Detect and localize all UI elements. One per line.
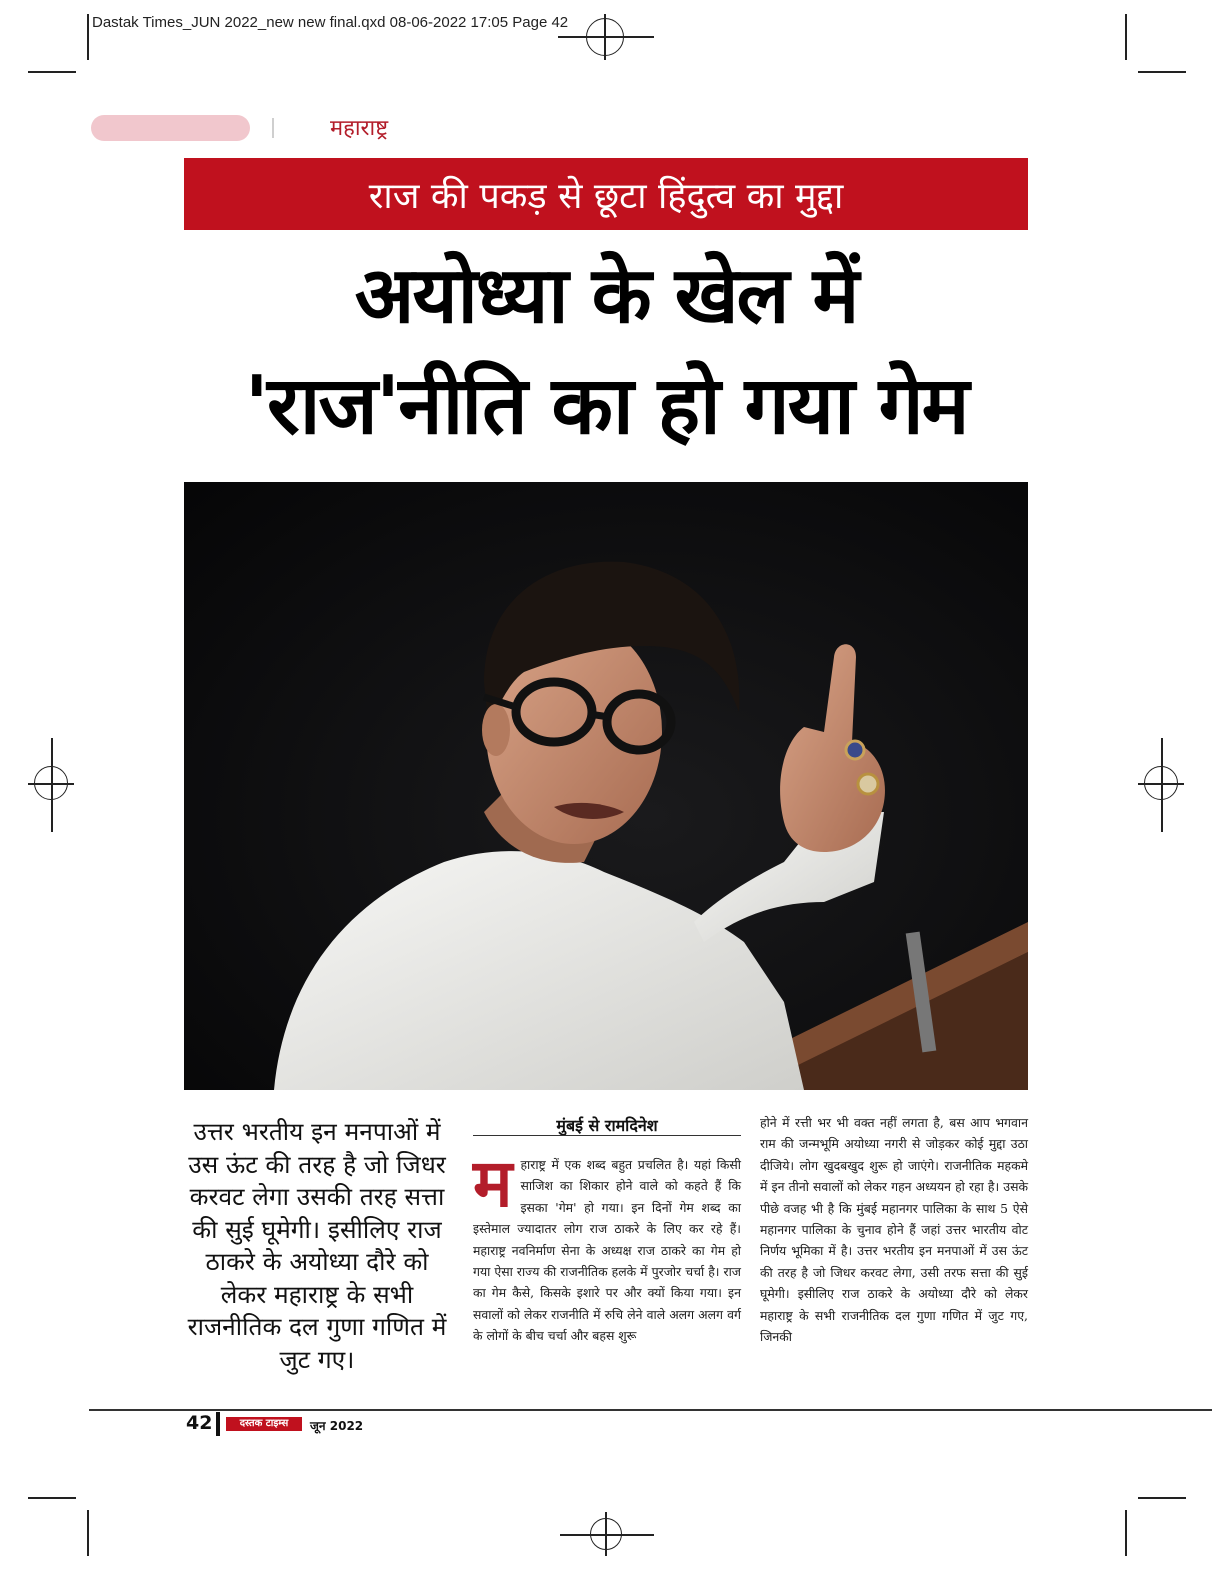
- section-label: महाराष्ट्र: [330, 116, 389, 141]
- section-pill: [91, 115, 250, 141]
- article-text-1: हाराष्ट्र में एक शब्द बहुत प्रचलित है। यहां किसी साजिश का शिकार होने वाले को कहते हैं कि इसका 'गेम' हो गया। इन दिनों गेम शब्द का इस्तेमाल ज्यादातर लोग राज ठाकरे के लिए कर रहे हैं। महाराष्ट्र नवनिर्माण सेना के अध्यक्ष राज ठाकरे का गेम हो गया ऐसा राज्य की राजनीतिक हलके में पुरजोर चर्चा है। राज का गेम कैसे, किसके इशारे पर और क्यों किया गया। इन सवालों को लेकर राजनीति में रुचि लेने वाले अलग अलग वर्ग के लोगों के बीच चर्चा और बहस शुरू: [473, 1157, 741, 1344]
- article-column-2: होने में रत्ती भर भी वक्त नहीं लगता है, बस आप भगवान राम की जन्मभूमि अयोध्या नगरी से जोड़कर कोई मुद्दा उठा दीजिये। लोग खुदबखुद शुरू हो जाएंगे। राजनीतिक महकमे में इन तीनो सवालों को लेकर गहन अध्ययन हो रहा है। उसके पीछे वजह भी है कि मुंबई महानगर पालिका के साथ 5 ऐसे महानगर पालिका के चुनाव होने हैं जहां उत्तर भारतीय वोट निर्णय भूमिका में है। उत्तर भरतीय इन मनपाओं में उस ऊंट की तरह है जो जिधर करवट लेगा, उसी तरफ सत्ता की सुई घूमेगी। इसीलिए राज ठाकरे के अयोध्या दौरे को लेकर महाराष्ट्र के सभी राजनीतिक दल गुणा गणित में जुट गए, जिनकी: [760, 1115, 1028, 1345]
- registration-line: [604, 14, 606, 60]
- crop-mark-icon: [28, 1497, 76, 1499]
- headline-line-2: 'राज'नीति का हो गया गेम: [244, 359, 968, 452]
- footer-rule: [89, 1409, 1212, 1411]
- registration-line: [558, 36, 654, 38]
- registration-line: [605, 1512, 607, 1556]
- printer-slug-line: Dastak Times_JUN 2022_new new final.qxd 08-06-2022 17:05 Page 42: [92, 14, 569, 31]
- kicker-text: राज की पकड़ से छूटा हिंदुत्व का मुद्दा: [368, 175, 844, 217]
- footer-divider: [216, 1412, 220, 1436]
- byline-rule: [473, 1135, 741, 1136]
- pull-quote: उत्तर भरतीय इन मनपाओं में उस ऊंट की तरह है जो जिधर करवट लेगा उसकी तरह सत्ता की सुई घूमेगी। इसीलिए राज ठाकरे के अयोध्या दौरे को लेकर महाराष्ट्र के सभी राजनीतिक दल गुणा गणित में जुट गए।: [187, 1117, 447, 1374]
- kicker-banner: [184, 158, 1028, 230]
- issue-date: जून 2022: [310, 1419, 364, 1433]
- page-number: 42: [186, 1412, 213, 1434]
- registration-line: [1161, 738, 1163, 832]
- magazine-logo: दस्तक टाइम्स: [226, 1417, 302, 1431]
- crop-mark-icon: [1138, 1497, 1186, 1499]
- headline-line-1: अयोध्या के खेल में: [354, 251, 858, 341]
- speaker-illustration: [184, 482, 1028, 1090]
- crop-mark-icon: [1138, 71, 1186, 73]
- article-column-1: [473, 1145, 741, 1347]
- crop-mark-icon: [1125, 1510, 1127, 1556]
- byline: मुंबई से रामदिनेश: [556, 1116, 658, 1135]
- registration-line: [560, 1534, 654, 1536]
- crop-mark-icon: [28, 71, 76, 73]
- drop-cap: म: [473, 1145, 513, 1222]
- crop-mark-icon: [1125, 14, 1127, 60]
- section-divider: [272, 118, 274, 138]
- crop-mark-icon: [87, 14, 89, 60]
- registration-line: [51, 738, 53, 832]
- lead-photo: [184, 482, 1028, 1090]
- crop-mark-icon: [87, 1510, 89, 1556]
